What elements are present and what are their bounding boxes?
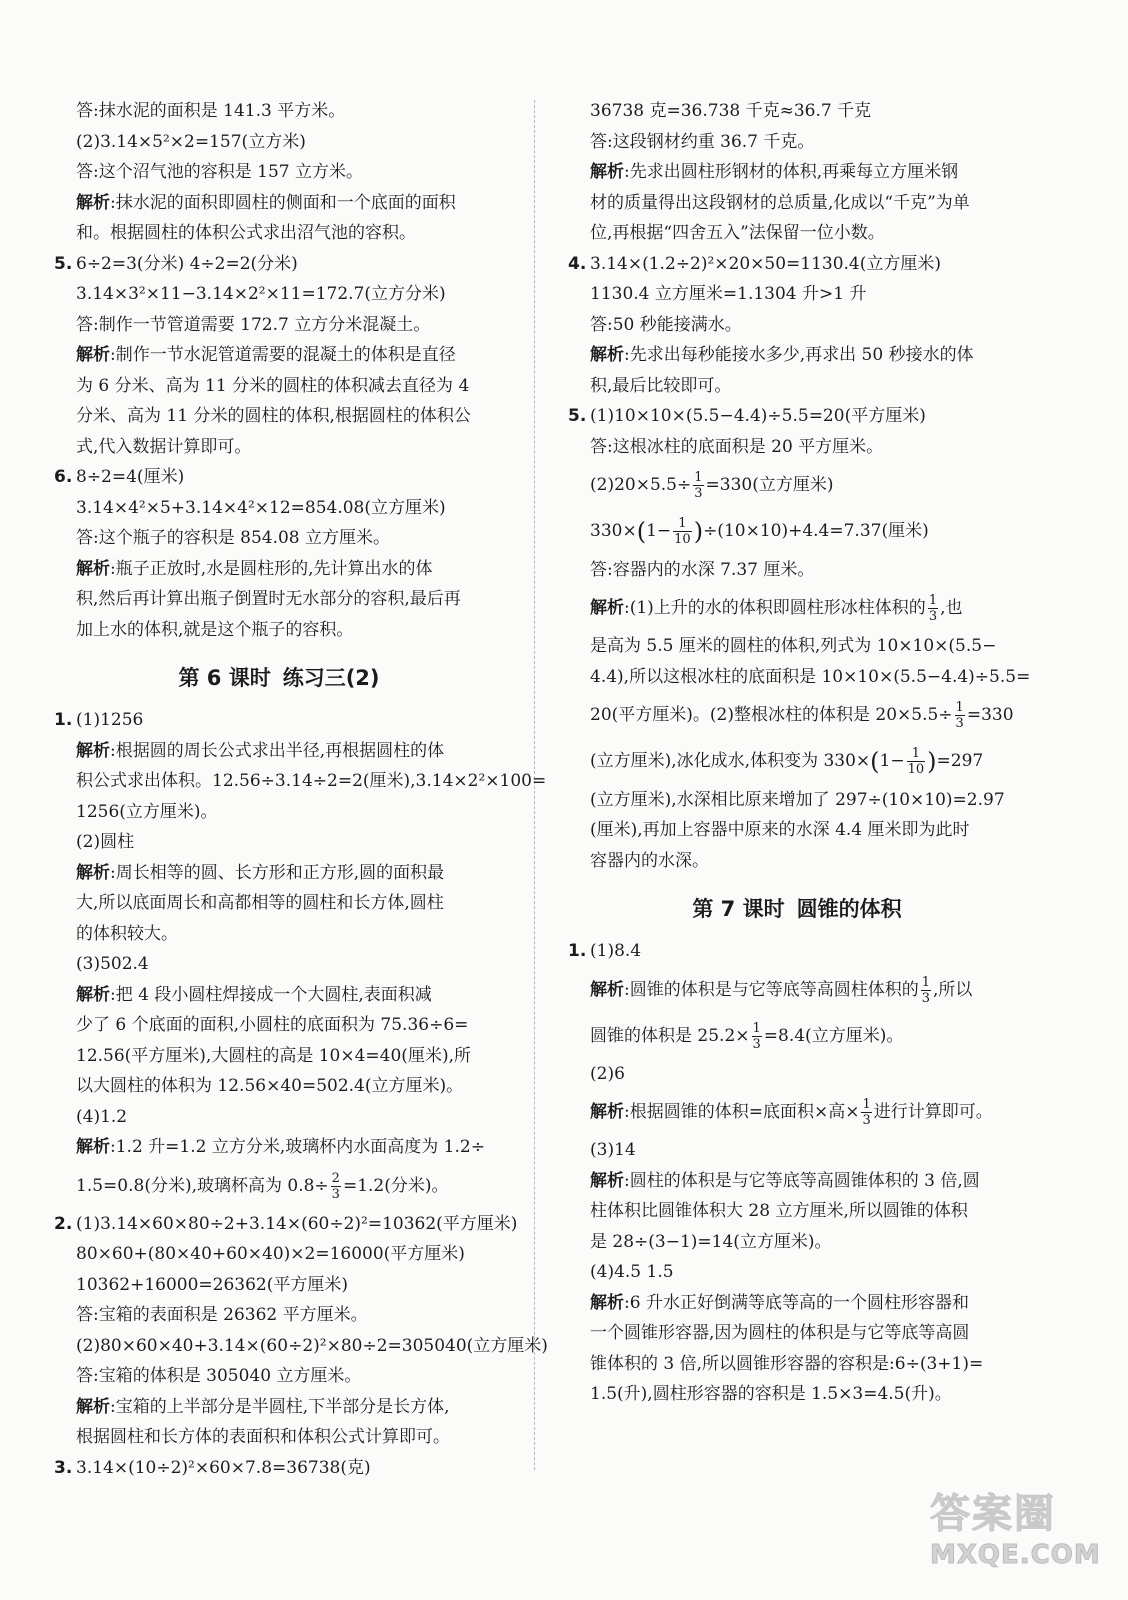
paren-open: ( xyxy=(870,747,880,776)
fraction: $\frac{1}{3}$ xyxy=(921,974,931,1006)
analysis-line: 柱体积比圆锥体积大 28 立方厘米,所以圆锥的体积 xyxy=(590,1201,968,1221)
answer-line: 答:这根冰柱的底面积是 20 平方厘米。 xyxy=(590,436,884,457)
analysis-line: 解析:(1)上升的水的体积即圆柱形冰柱体积的 $\frac{1}{3}$ ,也 xyxy=(590,593,963,624)
analysis-line: 一个圆锥形容器,因为圆柱的体积是与它等底等高圆 xyxy=(590,1323,970,1343)
analysis-line: 解析:圆锥的体积是与它等底等高圆柱体积的 $\frac{1}{3}$ ,所以 xyxy=(590,974,973,1006)
formula-line: 330×(1− $\frac{1}{10}$ )÷(10×10)+4.4=7.37(厘米) xyxy=(590,516,929,547)
analysis-label: 解析 xyxy=(76,192,110,213)
analysis-label: 解析 xyxy=(76,345,110,365)
formula-line: 80×60+(80×40+60×40)×2=16000(平方厘米) xyxy=(76,1244,465,1264)
question-number: 1. xyxy=(568,941,587,961)
formula-line: 3.14×3²×11−3.14×2²×11=172.7(立方分米) xyxy=(76,284,446,304)
sub-answer: (3)502.4 xyxy=(76,954,149,974)
question-2: 2. (1)3.14×60×80÷2+3.14×(60÷2)²=10362(平方厘米) xyxy=(54,1209,504,1240)
analysis-line: 1256(立方厘米)。 xyxy=(76,801,218,822)
question-4: 4. 3.14×(1.2÷2)²×20×50=1130.4(立方厘米) xyxy=(568,249,1026,280)
analysis-line: (厘米),再加上容器中原来的水深 4.4 厘米即为此时 xyxy=(590,820,970,840)
right-column xyxy=(568,96,1031,1410)
analysis-label: 解析 xyxy=(76,862,110,883)
formula-line: 3.14×4²×5+3.14×4²×12=854.08(立方厘米) xyxy=(76,497,446,518)
answer-line: 答:50 秒能接满水。 xyxy=(590,314,742,335)
paren-close: ) xyxy=(927,747,937,776)
answer-line: 答:这段钢材约重 36.7 千克。 xyxy=(590,131,815,152)
analysis-line: 是 28÷(3−1)=14(立方厘米)。 xyxy=(590,1231,832,1252)
analysis-line: 积公式求出体积。12.56÷3.14÷2=2(厘米),3.14×2²×100= xyxy=(76,771,547,791)
analysis-line: 式,代入数据计算即可。 xyxy=(76,436,252,457)
fraction: $\frac{1}{10}$ xyxy=(907,746,925,777)
analysis-line: 加上水的体积,就是这个瓶子的容积。 xyxy=(76,619,354,640)
paren-open: ( xyxy=(636,517,647,546)
analysis-line: 解析:抹水泥的面积即圆柱的侧面和一个底面的面积 xyxy=(76,192,456,213)
analysis-line: 解析:1.2 升=1.2 立方分米,玻璃杯内水面高度为 1.2÷ xyxy=(76,1137,485,1157)
analysis-line: 12.56(平方厘米),大圆柱的高是 10×4=40(厘米),所 xyxy=(76,1045,471,1066)
answer-line: 答:这个沼气池的容积是 157 立方米。 xyxy=(76,162,363,182)
sub-answer: (2)圆柱 xyxy=(76,832,135,852)
analysis-line: 积,最后比较即可。 xyxy=(590,375,732,396)
watermark-logo-text: 答案圈 xyxy=(930,1491,1056,1537)
analysis-line: 少了 6 个底面的面积,小圆柱的底面积为 75.36÷6= xyxy=(76,1015,469,1035)
analysis-line: 圆锥的体积是 25.2× $\frac{1}{3}$ =8.4(立方厘米)。 xyxy=(590,1020,904,1052)
analysis-label: 解析 xyxy=(76,740,110,761)
analysis-label: 解析 xyxy=(76,1396,110,1417)
formula-line: 1130.4 立方厘米=1.1304 升>1 升 xyxy=(590,284,867,304)
fraction: $\frac{1}{3}$ xyxy=(752,1020,761,1052)
analysis-line: 解析:瓶子正放时,水是圆柱形的,先计算出水的体 xyxy=(76,558,433,579)
analysis-label: 解析 xyxy=(590,1170,624,1191)
analysis-line: 解析:先求出圆柱形钢材的体积,再乘每立方厘米钢 xyxy=(590,162,959,182)
analysis-line: 根据圆柱和长方体的表面积和体积公式计算即可。 xyxy=(76,1427,450,1447)
analysis-line: 解析:制作一节水泥管道需要的混凝土的体积是直径 xyxy=(76,345,456,365)
answer-line: 答:宝箱的体积是 305040 立方厘米。 xyxy=(76,1366,362,1386)
watermark-logo xyxy=(930,1488,1120,1588)
analysis-line: 以大圆柱的体积为 12.56×40=502.4(立方厘米)。 xyxy=(76,1076,464,1096)
fraction: $\frac{2}{3}$ xyxy=(331,1170,340,1202)
sub-answer: (4)4.5 1.5 xyxy=(590,1262,674,1282)
answer-line: 答:这个瓶子的容积是 854.08 立方厘米。 xyxy=(76,528,391,548)
fraction: $\frac{1}{3}$ xyxy=(955,700,964,731)
analysis-line: 解析:宝箱的上半部分是半圆柱,下半部分是长方体, xyxy=(76,1396,450,1417)
formula-line: (2)80×60×40+3.14×(60÷2)²×80÷2=305040(立方厘米) xyxy=(76,1335,548,1356)
sub-answer: (2)6 xyxy=(590,1063,625,1084)
formula-line: (2)3.14×5²×2=157(立方米) xyxy=(76,131,306,152)
formula-line: (2)20×5.5÷ $\frac{1}{3}$ =330(立方厘米) xyxy=(590,470,834,501)
analysis-label: 解析 xyxy=(76,1137,110,1157)
analysis-line: 解析:圆柱的体积是与它等底等高圆锥体积的 3 倍,圆 xyxy=(590,1170,980,1191)
analysis-line: 为 6 分米、高为 11 分米的圆柱的体积减去直径为 4 xyxy=(76,375,470,396)
analysis-line: 容器内的水深。 xyxy=(590,850,709,871)
answer-line: 答:容器内的水深 7.37 厘米。 xyxy=(590,559,815,580)
left-column xyxy=(54,96,548,1483)
analysis-label: 解析 xyxy=(590,1102,624,1122)
analysis-line: 解析:周长相等的圆、长方形和正方形,圆的面积最 xyxy=(76,862,445,883)
analysis-line: 解析:把 4 段小圆柱焊接成一个大圆柱,表面积减 xyxy=(76,984,432,1005)
analysis-line: 解析:6 升水正好倒满等底等高的一个圆柱形容器和 xyxy=(590,1292,969,1313)
analysis-label: 解析 xyxy=(590,598,624,618)
analysis-label: 解析 xyxy=(76,558,110,579)
formula-line: 36738 克=36.738 千克≈36.7 千克 xyxy=(590,101,872,121)
question-5: 5. 6÷2=3(分米) 4÷2=2(分米) xyxy=(54,249,504,280)
analysis-line: 解析:先求出每秒能接水多少,再求出 50 秒接水的体 xyxy=(590,345,974,365)
question-6: 6. 8÷2=4(厘米) xyxy=(54,462,504,493)
formula-line: 10362+16000=26362(平方厘米) xyxy=(76,1274,348,1295)
question-number: 5. xyxy=(54,253,73,274)
answer-line: 答:抹水泥的面积是 141.3 平方米。 xyxy=(76,101,346,121)
sub-answer: (4)1.2 xyxy=(76,1106,128,1127)
analysis-label: 解析 xyxy=(590,1292,624,1313)
question-number: 2. xyxy=(54,1213,73,1234)
analysis-line: 4.4),所以这根冰柱的底面积是 10×10×(5.5−4.4)÷5.5= xyxy=(590,666,1031,687)
analysis-line: 20(平方厘米)。(2)整根冰柱的体积是 20×5.5÷ $\frac{1}{3}$ =330 xyxy=(590,700,1014,731)
analysis-label: 解析 xyxy=(590,345,624,365)
analysis-label: 解析 xyxy=(590,162,624,182)
analysis-line: 的体积较大。 xyxy=(76,923,178,944)
analysis-line: 1.5=0.8(分米),玻璃杯高为 0.8÷ $\frac{2}{3}$ =1.2(分米)。 xyxy=(76,1170,449,1202)
fraction: $\frac{1}{3}$ xyxy=(862,1097,871,1128)
analysis-line: 是高为 5.5 厘米的圆柱的体积,列式为 10×10×(5.5− xyxy=(590,636,997,656)
question-1: 1. (1)8.4 xyxy=(568,936,1026,967)
fraction: $\frac{1}{3}$ xyxy=(928,593,938,624)
question-1: 1. (1)1256 xyxy=(54,705,504,736)
question-number: 1. xyxy=(54,710,73,730)
answer-line: 答:宝箱的表面积是 26362 平方厘米。 xyxy=(76,1305,368,1325)
analysis-line: 锥体积的 3 倍,所以圆锥形容器的容积是:6÷(3+1)= xyxy=(590,1353,984,1374)
analysis-line: 1.5(升),圆柱形容器的容积是 1.5×3=4.5(升)。 xyxy=(590,1384,952,1404)
question-5: 5. (1)10×10×(5.5−4.4)÷5.5=20(平方厘米) xyxy=(568,401,1026,432)
analysis-line: 大,所以底面周长和高都相等的圆柱和长方体,圆柱 xyxy=(76,893,444,913)
analysis-line: 材的质量得出这段钢材的总质量,化成以“千克”为单 xyxy=(590,192,970,213)
analysis-line: 位,再根据“四舍五入”法保留一位小数。 xyxy=(590,223,885,243)
sub-answer: (3)14 xyxy=(590,1140,636,1160)
analysis-label: 解析 xyxy=(590,979,624,1000)
question-number: 4. xyxy=(568,253,587,274)
fraction: $\frac{1}{10}$ xyxy=(674,516,691,547)
paren-close: ) xyxy=(693,517,704,546)
question-number: 6. xyxy=(54,467,73,487)
analysis-line: 积,然后再计算出瓶子倒置时无水部分的容积,最后再 xyxy=(76,589,461,609)
question-3: 3. 3.14×(10÷2)²×60×7.8=36738(克) xyxy=(54,1453,504,1484)
answer-line: 答:制作一节管道需要 172.7 立方分米混凝土。 xyxy=(76,314,431,335)
analysis-line: 解析:根据圆锥的体积=底面积×高× $\frac{1}{3}$ 进行计算即可。 xyxy=(590,1097,993,1128)
analysis-label: 解析 xyxy=(76,984,110,1005)
analysis-line: 分米、高为 11 分米的圆柱的体积,根据圆柱的体积公 xyxy=(76,406,471,426)
section-heading: 第 7 课时 圆锥的体积 xyxy=(692,897,902,921)
analysis-line: 解析:根据圆的周长公式求出半径,再根据圆柱的体 xyxy=(76,740,445,761)
question-number: 5. xyxy=(568,406,587,426)
analysis-line: (立方厘米),水深相比原来增加了 297÷(10×10)=2.97 xyxy=(590,789,1005,810)
watermark-url: MXQE.COM xyxy=(930,1540,1101,1570)
fraction: $\frac{1}{3}$ xyxy=(694,470,703,501)
section-heading: 第 6 课时 练习三(2) xyxy=(178,666,380,690)
analysis-line: 和。根据圆柱的体积公式求出沼气池的容积。 xyxy=(76,223,416,243)
question-number: 3. xyxy=(54,1457,73,1478)
analysis-line: (立方厘米),冰化成水,体积变为 330×(1− $\frac{1}{10}$ )=297 xyxy=(590,746,984,777)
